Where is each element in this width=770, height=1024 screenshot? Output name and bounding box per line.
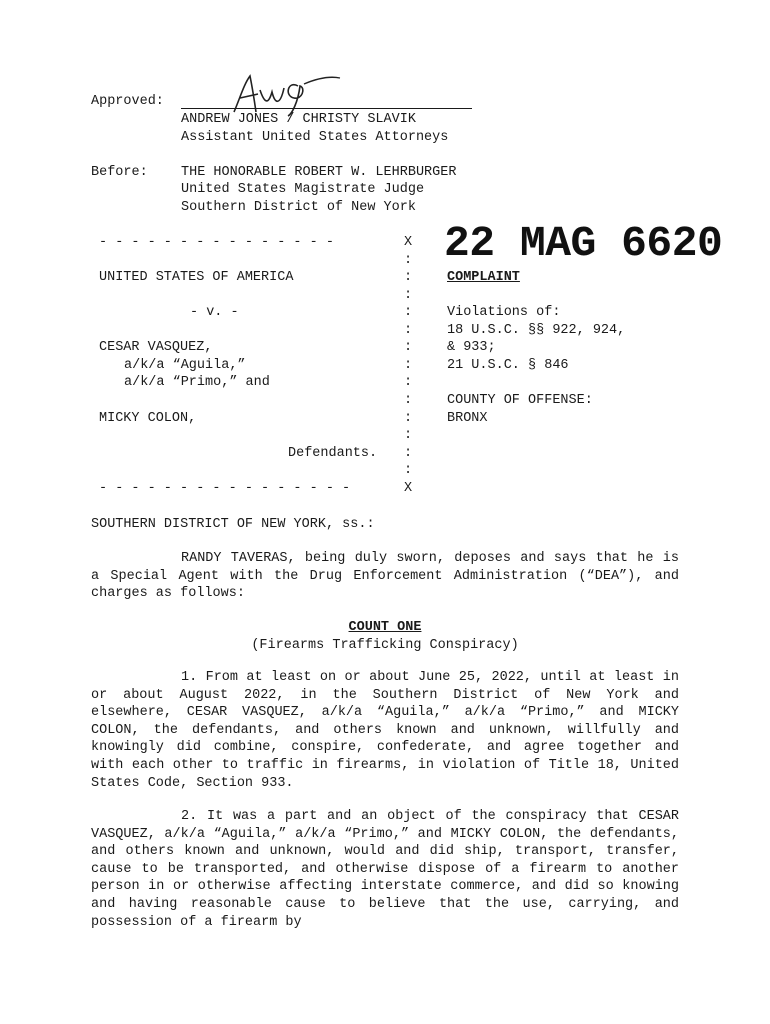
violations-label: Violations of:: [447, 305, 561, 320]
paragraph-1: 1. From at least on or about June 25, 2022, until at least in or about August 2022, in the Southern District of New York and elsewhere, CESAR VASQUEZ, a/k/a “Aguila,” a/k/a “Primo,” and MICKY COLON, the defendants, and others known and unknown, willfully and knowingly did combine, conspire, confederate, and agree together and with each other to traffic in firearms, in violation of Title 18, United States Code, Section 933.: [91, 670, 679, 791]
violation-line-3: 21 U.S.C. § 846: [447, 358, 569, 373]
county-label: COUNTY OF OFFENSE:: [447, 393, 593, 408]
defendants-label: Defendants.: [288, 446, 378, 461]
defendant2-name: MICKY COLON,: [99, 411, 197, 426]
complaint-heading: COMPLAINT: [447, 270, 520, 285]
judge-name: THE HONORABLE ROBERT W. LEHRBURGER: [181, 165, 457, 180]
violation-line-1: 18 U.S.C. §§ 922, 924,: [447, 323, 626, 338]
approved-label: Approved:: [91, 94, 164, 109]
violation-line-2: & 933;: [447, 340, 496, 355]
signature-line: [181, 108, 472, 109]
defendant1-name: CESAR VASQUEZ,: [99, 340, 213, 355]
approver-title: Assistant United States Attorneys: [181, 130, 449, 145]
county-value: BRONX: [447, 411, 488, 426]
approver-names: ANDREW JONES / CHRISTY SLAVIK: [181, 112, 416, 127]
count-one-subheading: (Firearms Trafficking Conspiracy): [251, 638, 519, 653]
judge-district: Southern District of New York: [181, 200, 416, 215]
intro-paragraph: RANDY TAVERAS, being duly sworn, deposes and says that he is a Special Agent with the Drug Enforcement Administration (“DEA”), and charges as follows:: [91, 551, 679, 602]
venue-line: SOUTHERN DISTRICT OF NEW YORK, ss.:: [91, 517, 375, 532]
defendant1-aka2: a/k/a “Primo,” and: [124, 375, 270, 390]
versus-label: - v. -: [190, 305, 239, 320]
caption-dash-top: - - - - - - - - - - - - - - -: [99, 235, 334, 250]
count-one-heading: COUNT ONE: [348, 620, 422, 635]
case-number-stamp: 22 MAG 6620: [444, 219, 723, 268]
defendant1-aka1: a/k/a “Aguila,”: [124, 358, 246, 373]
plaintiff-name: UNITED STATES OF AMERICA: [99, 270, 294, 285]
judge-title: United States Magistrate Judge: [181, 182, 425, 197]
before-label: Before:: [91, 165, 148, 180]
caption-dash-bottom: - - - - - - - - - - - - - - - -: [99, 481, 351, 496]
paragraph-2: 2. It was a part and an object of the conspiracy that CESAR VASQUEZ, a/k/a “Aguila,” a/k/a “Primo,” and MICKY COLON, the defendants, and others known and unknown, would and did ship, transport, transfer, cause to be transported, and otherwise dispose of a firearm to another person in or otherwise affecting interstate commerce, and did so knowing and having reasonable cause to believe that the use, carrying, and possession of a firearm by: [91, 809, 679, 930]
